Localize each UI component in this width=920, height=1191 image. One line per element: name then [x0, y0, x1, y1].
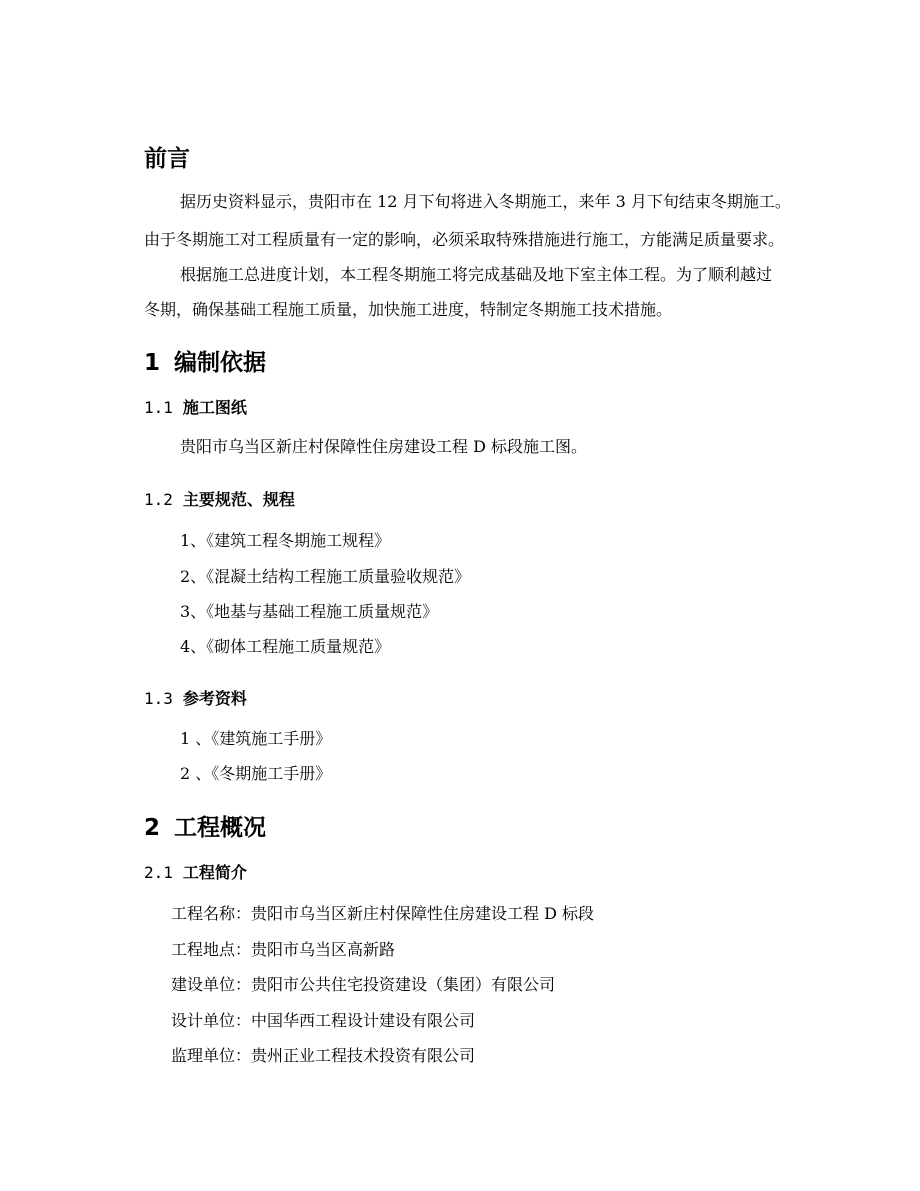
section-1-1-heading [144, 398, 247, 418]
reference-list-item: 2 、《冬期施工手册》 [180, 764, 332, 783]
standard-list-item: 2、《混凝土结构工程施工质量验收规范》 [180, 567, 471, 586]
reference-list-item: 1 、《建筑施工手册》 [180, 729, 332, 748]
section-2-title: 工程概况 [174, 815, 267, 841]
section-1-2-title: 主要规范、规程 [182, 490, 295, 509]
project-info-location: 工程地点：贵阳市乌当区高新路 [171, 940, 396, 959]
section-1-3-heading [144, 689, 247, 709]
project-info-designer: 设计单位：中国华西工程设计建设有限公司 [171, 1011, 476, 1030]
section-2-1-number: 2.1 [144, 863, 173, 882]
standard-list-item: 4、《砌体工程施工质量规范》 [180, 637, 391, 656]
section-1-1-title: 施工图纸 [182, 398, 247, 417]
section-1-2-number: 1.2 [144, 490, 173, 509]
project-info-name: 工程名称：贵阳市乌当区新庄村保障性住房建设工程 D 标段 [171, 904, 595, 923]
section-2-number: 2 [144, 815, 161, 841]
section-1-3-title: 参考资料 [182, 689, 247, 708]
section-2-heading [144, 815, 266, 841]
preface-paragraph-2-line-1: 根据施工总进度计划，本工程冬期施工将完成基础及地下室主体工程。为了顺利越过 [180, 265, 773, 284]
standard-list-item: 1、《建筑工程冬期施工规程》 [180, 531, 391, 550]
section-2-1-title: 工程简介 [182, 863, 247, 882]
preface-heading: 前言 [144, 146, 190, 172]
section-1-1-number: 1.1 [144, 398, 173, 417]
preface-paragraph-1-line-1: 据历史资料显示，贵阳市在 12 月下旬将进入冬期施工，来年 3 月下旬结束冬期施工。 [180, 192, 791, 211]
standard-list-item: 3、《地基与基础工程施工质量规范》 [180, 602, 439, 621]
project-info-owner: 建设单位：贵阳市公共住宅投资建设（集团）有限公司 [171, 975, 556, 994]
project-info-supervisor: 监理单位：贵州正业工程技术投资有限公司 [171, 1046, 476, 1065]
section-1-2-heading [144, 490, 295, 510]
drawing-description: 贵阳市乌当区新庄村保障性住房建设工程 D 标段施工图。 [180, 437, 588, 456]
section-1-heading [144, 350, 266, 376]
section-2-1-heading [144, 863, 247, 883]
section-1-number: 1 [144, 350, 161, 376]
preface-paragraph-2-line-2: 冬期，确保基础工程施工质量，加快施工进度，特制定冬期施工技术措施。 [144, 300, 673, 319]
preface-paragraph-1-line-2: 由于冬期施工对工程质量有一定的影响，必须采取特殊措施进行施工，方能满足质量要求。 [144, 230, 785, 249]
section-1-3-number: 1.3 [144, 689, 173, 708]
section-1-title: 编制依据 [174, 350, 267, 376]
